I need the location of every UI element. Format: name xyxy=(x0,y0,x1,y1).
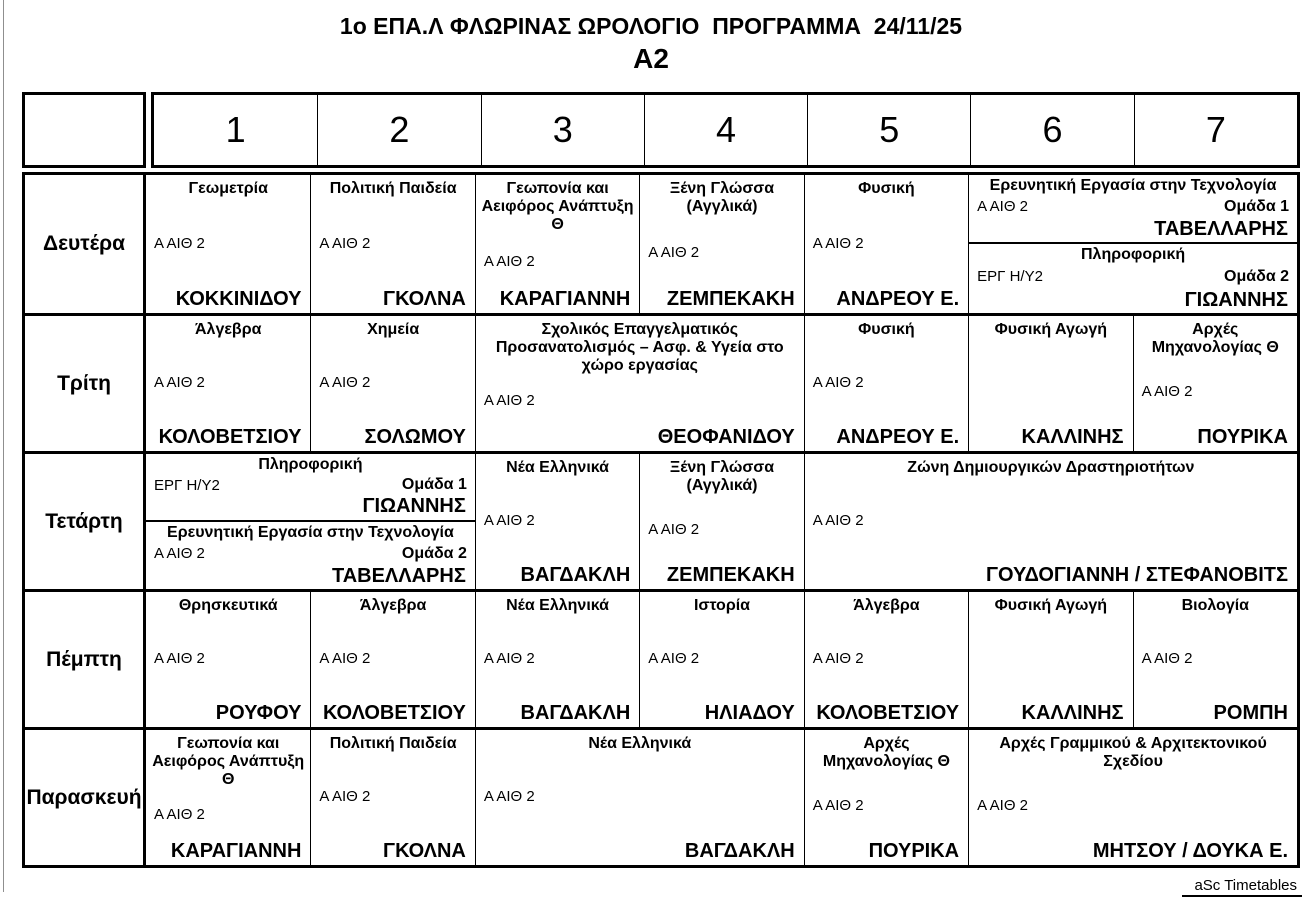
subject-label: Πληροφορική xyxy=(258,456,363,473)
group-2-slot xyxy=(969,244,1297,313)
subject-label: Ξένη Γλώσσα (Αγγλικά) xyxy=(669,180,775,215)
period-header-4: 4 xyxy=(644,95,807,165)
subject-label: Νέα Ελληνικά xyxy=(588,735,692,752)
period-headers xyxy=(151,92,1300,168)
room-label: Α ΑΙΘ 2 xyxy=(483,650,535,668)
room-label: Α ΑΙΘ 2 xyxy=(319,788,371,806)
lesson-cell xyxy=(146,316,310,451)
teacher-label: ΓΟΥΔΟΓΙΑΝΝΗ / ΣΤΕΦΑΝΟΒΙΤΣ xyxy=(985,563,1288,586)
lesson-cell xyxy=(804,592,968,727)
teacher-label: ΚΑΡΑΓΙΑΝΝΗ xyxy=(170,839,302,862)
lesson-cell xyxy=(310,730,474,865)
class-title: Α2 xyxy=(633,43,669,74)
subject-label: Νέα Ελληνικά xyxy=(506,597,609,614)
teacher-label: ΜΗΤΣΟΥ / ΔΟΥΚΑ Ε. xyxy=(1092,839,1288,862)
room-label: Α ΑΙΘ 2 xyxy=(154,545,205,562)
lesson-cell xyxy=(1133,592,1297,727)
day-row-wednesday xyxy=(25,451,1297,589)
teacher-label: ΚΑΛΛΙΝΗΣ xyxy=(1021,425,1124,448)
lesson-cell-split xyxy=(146,454,475,589)
day-label-thursday: Πέμπτη xyxy=(25,592,146,727)
teacher-label: ΚΑΡΑΓΙΑΝΝΗ xyxy=(499,287,631,310)
subject-label: Σχολικός Επαγγελματικός Προσανατολισμός – Ασφ. & Υγεία στο χώρο εργασίας xyxy=(495,321,784,374)
day-label-friday: Παρασκευή xyxy=(25,730,146,865)
lesson-cell xyxy=(475,316,804,451)
lesson-cell xyxy=(146,175,310,313)
room-label: Α ΑΙΘ 2 xyxy=(154,806,205,824)
room-label: Α ΑΙΘ 2 xyxy=(154,374,205,392)
room-label: Α ΑΙΘ 2 xyxy=(648,650,700,668)
period-header-5: 5 xyxy=(807,95,970,165)
lesson-cell xyxy=(804,454,1297,589)
lesson-cell xyxy=(804,316,968,451)
teacher-label: ΚΑΛΛΙΝΗΣ xyxy=(1021,701,1124,724)
period-header-2: 2 xyxy=(317,95,480,165)
day-row-monday xyxy=(25,175,1297,313)
teacher-label: ΡΟΜΠΗ xyxy=(1213,701,1288,724)
room-label: Α ΑΙΘ 2 xyxy=(319,374,371,392)
period-header-7: 7 xyxy=(1134,95,1297,165)
timetable-body xyxy=(22,172,1300,868)
lesson-cell xyxy=(475,175,639,313)
teacher-label: ΖΕΜΠΕΚΑΚΗ xyxy=(666,287,795,310)
day-row-tuesday xyxy=(25,313,1297,451)
room-label: Α ΑΙΘ 2 xyxy=(812,374,864,392)
teacher-label: ΚΟΚΚΙΝΙΔΟΥ xyxy=(175,287,302,310)
day-label-wednesday: Τετάρτη xyxy=(25,454,146,589)
teacher-label: ΒΑΓΔΑΚΛΗ xyxy=(684,839,795,862)
subject-label: Γεωπονία και Αειφόρος Ανάπτυξη Θ xyxy=(152,735,305,788)
lesson-cell xyxy=(804,175,968,313)
corner-cell xyxy=(22,92,146,168)
subject-label: Γεωμετρία xyxy=(188,180,268,197)
period-header-row xyxy=(22,92,1300,168)
room-label: Α ΑΙΘ 2 xyxy=(1141,383,1193,401)
teacher-label: ΗΛΙΑΔΟΥ xyxy=(704,701,795,724)
subject-label: Αρχές Μηχανολογίας Θ xyxy=(822,735,950,770)
lesson-cell xyxy=(146,730,310,865)
lesson-cell xyxy=(639,175,803,313)
lesson-cell xyxy=(310,316,474,451)
lesson-cell xyxy=(146,592,310,727)
teacher-label: ΤΑΒΕΛΛΑΡΗΣ xyxy=(331,564,466,587)
teacher-label: ΡΟΥΦΟΥ xyxy=(215,701,302,724)
room-label: Α ΑΙΘ 2 xyxy=(319,234,371,252)
day-row-thursday xyxy=(25,589,1297,727)
room-label: Α ΑΙΘ 2 xyxy=(812,650,864,668)
room-label: Α ΑΙΘ 2 xyxy=(483,512,535,530)
subject-label: Φυσική Αγωγή xyxy=(994,321,1108,338)
lesson-cell xyxy=(968,730,1297,865)
lesson-cell xyxy=(804,730,968,865)
lesson-cell xyxy=(310,175,474,313)
lesson-cell xyxy=(475,730,804,865)
room-label: Α ΑΙΘ 2 xyxy=(319,650,371,668)
subject-label: Ερευνητική Εργασία στην Τεχνολογία xyxy=(989,177,1277,194)
subject-label: Ερευνητική Εργασία στην Τεχνολογία xyxy=(167,523,454,541)
room-label: Α ΑΙΘ 2 xyxy=(977,797,1029,815)
room-label: Α ΑΙΘ 2 xyxy=(648,243,700,261)
teacher-label: ΚΟΛΟΒΕΤΣΙΟΥ xyxy=(158,425,302,448)
group-2-slot xyxy=(146,522,475,590)
subject-label: Ζώνη Δημιουργικών Δραστηριοτήτων xyxy=(907,459,1195,476)
subject-label: Βιολογία xyxy=(1181,597,1249,614)
subject-label: Χημεία xyxy=(367,321,420,338)
teacher-label: ΠΟΥΡΙΚΑ xyxy=(1197,425,1288,448)
group-label: Ομάδα 2 xyxy=(1224,267,1289,285)
room-label: Α ΑΙΘ 2 xyxy=(483,788,535,806)
teacher-label: ΒΑΓΔΑΚΛΗ xyxy=(520,701,631,724)
group-label: Ομάδα 2 xyxy=(401,544,467,562)
room-label: ΕΡΓ Η/Υ2 xyxy=(154,476,220,494)
lesson-cell xyxy=(968,592,1132,727)
teacher-label: ΓΚΟΛΝΑ xyxy=(383,839,466,862)
lesson-cell xyxy=(639,454,803,589)
room-label: Α ΑΙΘ 2 xyxy=(483,392,535,410)
day-row-friday xyxy=(25,727,1297,865)
teacher-label: ΠΟΥΡΙΚΑ xyxy=(868,839,960,862)
teacher-label: ΓΙΩΑΝΝΗΣ xyxy=(362,495,466,518)
teacher-label: ΑΝΔΡΕΟΥ Ε. xyxy=(836,287,960,310)
room-label: ΕΡΓ Η/Υ2 xyxy=(977,268,1043,286)
lesson-cell xyxy=(1133,316,1297,451)
room-label: Α ΑΙΘ 2 xyxy=(812,797,864,815)
lesson-cell xyxy=(639,592,803,727)
room-label: Α ΑΙΘ 2 xyxy=(154,650,205,668)
day-label-monday: Δευτέρα xyxy=(25,175,146,313)
room-label: Α ΑΙΘ 2 xyxy=(812,234,864,252)
period-header-1: 1 xyxy=(225,109,246,150)
lesson-cell xyxy=(475,592,639,727)
subject-label: Φυσική xyxy=(858,321,915,338)
lesson-cell xyxy=(475,454,639,589)
period-header-6: 6 xyxy=(970,95,1133,165)
subject-label: Πληροφορική xyxy=(1080,246,1186,263)
teacher-label: ΤΑΒΕΛΛΑΡΗΣ xyxy=(1154,217,1288,240)
room-label: Α ΑΙΘ 2 xyxy=(1141,650,1193,668)
page-title: 1ο ΕΠΑ.Λ ΦΛΩΡΙΝΑΣ ΩΡΟΛΟΓΙΟ ΠΡΟΓΡΑΜΜΑ 24/11/25 xyxy=(339,13,963,39)
teacher-label: ΘΕΟΦΑΝΙΔΟΥ xyxy=(657,425,795,448)
group-label: Ομάδα 1 xyxy=(401,476,467,493)
group-label: Ομάδα 1 xyxy=(1224,197,1289,215)
teacher-label: ΚΟΛΟΒΕΤΣΙΟΥ xyxy=(816,701,960,724)
group-1-slot xyxy=(969,175,1297,244)
room-label: Α ΑΙΘ 2 xyxy=(648,521,700,539)
subject-label: Αρχές Μηχανολογίας Θ xyxy=(1151,321,1279,356)
teacher-label: ΒΑΓΔΑΚΛΗ xyxy=(520,563,631,586)
subject-label: Νέα Ελληνικά xyxy=(506,459,609,476)
period-header-3: 3 xyxy=(481,95,644,165)
subject-label: Ξένη Γλώσσα (Αγγλικά) xyxy=(669,459,775,494)
screenshot-left-edge-line xyxy=(3,0,4,892)
subject-label: Πολιτική Παιδεία xyxy=(329,180,457,197)
subject-label: Αρχές Γραμμικού & Αρχιτεκτονικού Σχεδίου xyxy=(999,735,1267,770)
lesson-cell xyxy=(968,316,1132,451)
teacher-label: ΣΟΛΩΜΟΥ xyxy=(364,425,466,448)
subject-label: Άλγεβρα xyxy=(359,597,427,614)
subject-label: Φυσική Αγωγή xyxy=(994,597,1108,614)
subject-label: Πολιτική Παιδεία xyxy=(329,735,457,752)
room-label: Α ΑΙΘ 2 xyxy=(154,234,205,252)
lesson-cell-split xyxy=(968,175,1297,313)
subject-label: Άλγεβρα xyxy=(853,597,920,614)
teacher-label: ΖΕΜΠΕΚΑΚΗ xyxy=(666,563,795,586)
teacher-label: ΓΙΩΑΝΝΗΣ xyxy=(1184,288,1288,311)
group-1-slot xyxy=(146,454,475,522)
room-label: Α ΑΙΘ 2 xyxy=(977,198,1029,216)
asc-timetables-watermark: aSc Timetables xyxy=(1182,877,1302,897)
subject-label: Ιστορία xyxy=(693,597,751,614)
room-label: Α ΑΙΘ 2 xyxy=(483,252,535,270)
day-label-tuesday: Τρίτη xyxy=(25,316,146,451)
lesson-cell xyxy=(310,592,474,727)
subject-label: Γεωπονία και Αειφόρος Ανάπτυξη Θ xyxy=(481,180,634,233)
teacher-label: ΑΝΔΡΕΟΥ Ε. xyxy=(836,425,960,448)
teacher-label: ΚΟΛΟΒΕΤΣΙΟΥ xyxy=(323,701,466,724)
subject-label: Άλγεβρα xyxy=(194,321,262,338)
subject-label: Φυσική xyxy=(858,180,915,197)
teacher-label: ΓΚΟΛΝΑ xyxy=(383,287,466,310)
subject-label: Θρησκευτικά xyxy=(178,597,278,614)
room-label: Α ΑΙΘ 2 xyxy=(812,512,864,530)
